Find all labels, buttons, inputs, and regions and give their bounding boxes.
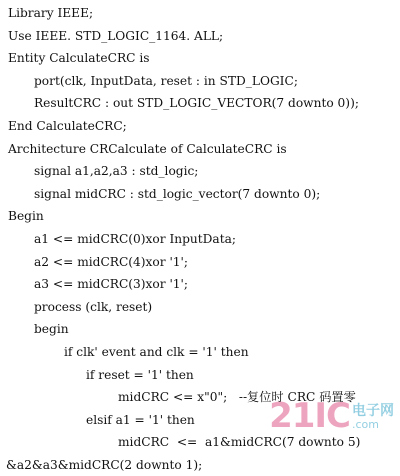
code-text: midCRC <= a1&midCRC(7 downto 5) — [118, 435, 361, 450]
watermark-logo-text: 21IC — [269, 396, 350, 436]
code-text: a1 <= midCRC(0)xor InputData; — [34, 231, 236, 246]
code-line-3 — [0, 47, 400, 70]
code-text: End CalculateCRC; — [8, 118, 127, 133]
code-text: if reset = '1' then — [86, 367, 194, 382]
code-line-17 — [0, 364, 400, 387]
watermark-com-text: .com — [352, 418, 379, 431]
code-text: process (clk, reset) — [34, 299, 153, 314]
code-text: if clk' event and clk = '1' then — [64, 344, 249, 359]
code-line-15 — [0, 318, 400, 341]
code-line-18 — [0, 386, 400, 409]
code-line-12 — [0, 251, 400, 274]
code-line-8 — [0, 160, 400, 183]
code-text: Begin — [8, 209, 44, 224]
code-text: Entity CalculateCRC is — [8, 51, 150, 66]
code-line-11 — [0, 228, 400, 251]
code-text: port(clk, InputData, reset : in STD_LOGIC; — [34, 73, 298, 88]
code-line-1 — [0, 2, 400, 25]
code-line-2 — [0, 25, 400, 48]
code-text: begin — [34, 322, 69, 337]
code-line-5 — [0, 92, 400, 115]
code-text: Architecture CRCalculate of CalculateCRC is — [8, 141, 287, 156]
code-text: Use IEEE. STD_LOGIC_1164. ALL; — [8, 28, 224, 43]
code-line-4 — [0, 70, 400, 93]
code-line-16 — [0, 341, 400, 364]
code-line-6 — [0, 115, 400, 138]
code-line-19 — [0, 409, 400, 432]
code-text: midCRC <= x"0"; --复位时 CRC 码置零 — [118, 390, 356, 405]
code-text: elsif a1 = '1' then — [86, 412, 195, 427]
watermark-cn-text: 电子网 — [352, 403, 394, 419]
code-line-10 — [0, 205, 400, 228]
code-line-9 — [0, 183, 400, 206]
code-text: signal midCRC : std_logic_vector(7 downto 0); — [34, 186, 321, 201]
code-line-20 — [0, 431, 400, 454]
code-line-13 — [0, 273, 400, 296]
code-text: &a2&a3&midCRC(2 downto 1); — [6, 457, 203, 472]
code-text: Library IEEE; — [8, 6, 94, 20]
code-line-14 — [0, 296, 400, 319]
code-line-21 — [0, 454, 400, 476]
code-text: a3 <= midCRC(3)xor '1'; — [34, 277, 189, 292]
code-text: signal a1,a2,a3 : std_logic; — [34, 164, 199, 179]
code-text: ResultCRC : out STD_LOGIC_VECTOR(7 downto 0)); — [34, 96, 359, 111]
code-line-7 — [0, 138, 400, 161]
code-text: a2 <= midCRC(4)xor '1'; — [34, 254, 189, 269]
